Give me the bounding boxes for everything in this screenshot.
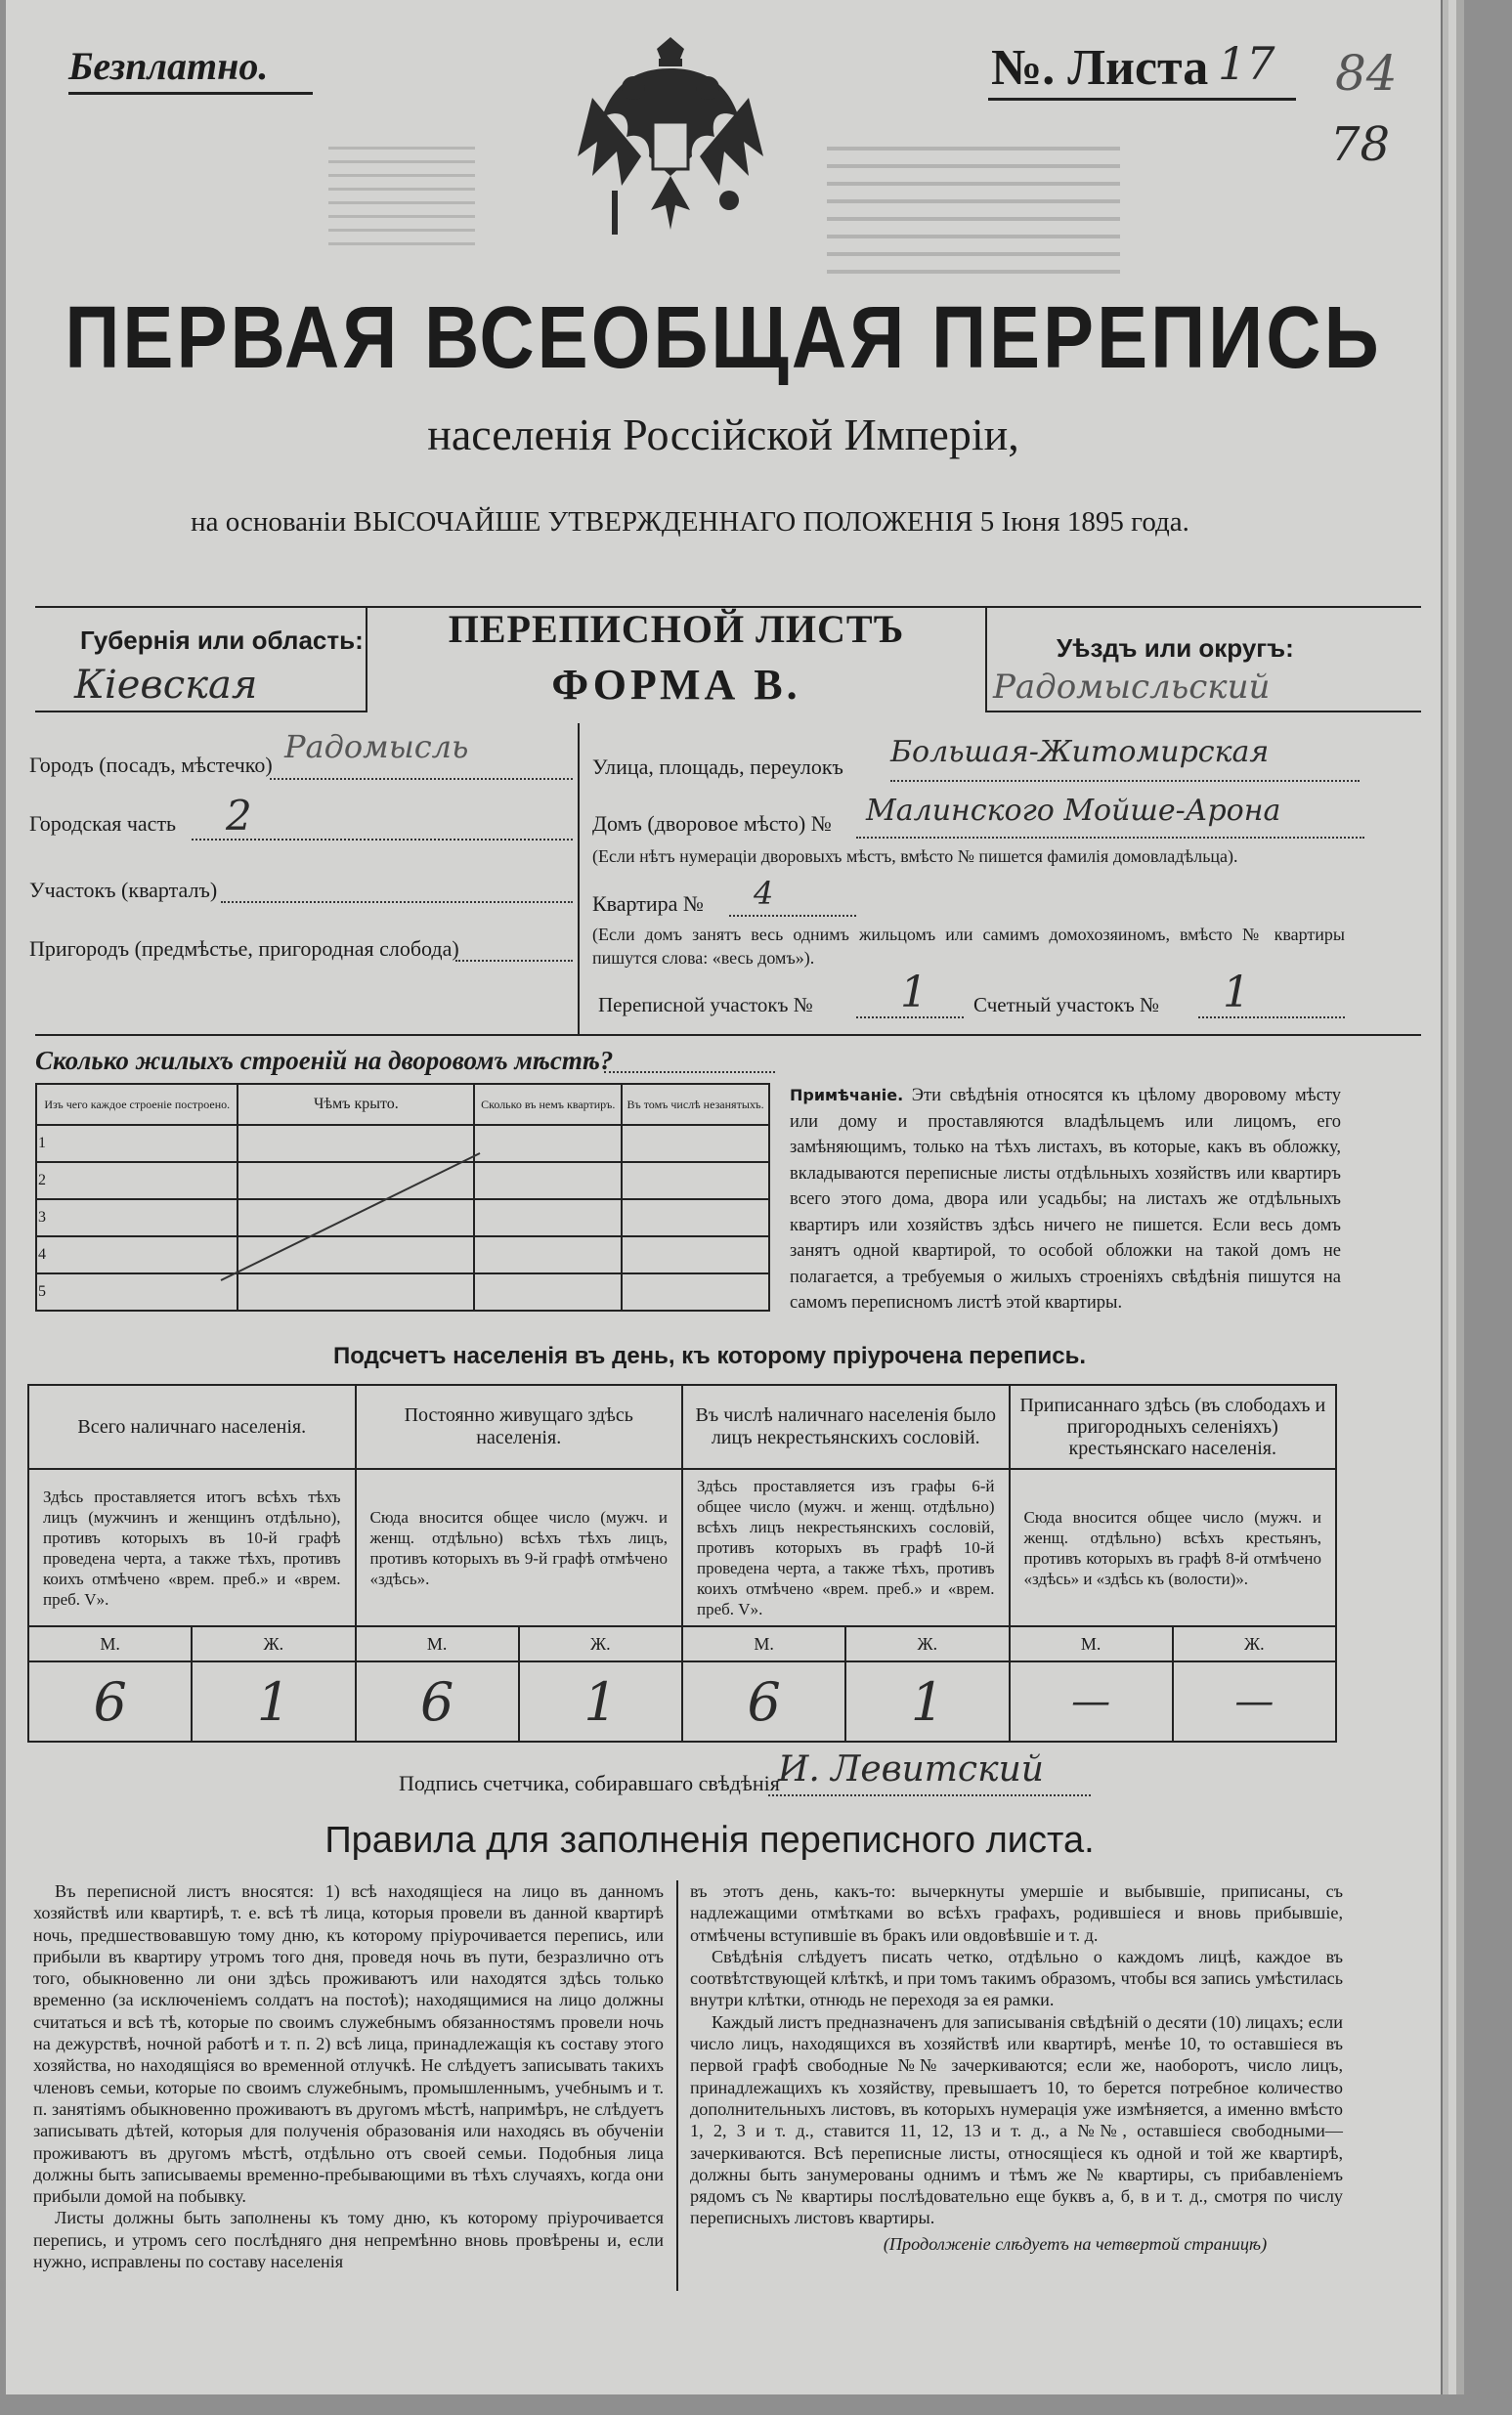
female-label: Ж. (1173, 1626, 1336, 1661)
tally-male-value: 6 (356, 1661, 519, 1742)
counting-section-label: Счетный участокъ № (973, 993, 1160, 1016)
female-label: Ж. (845, 1626, 1009, 1661)
census-section-value: 1 (900, 968, 928, 1017)
census-section-label: Переписной участокъ № (598, 993, 813, 1016)
apartment-note: (Если домъ занятъ весь однимъ жильцомъ или самимъ домохозяиномъ, вмѣсто № квартиры пишутся слова: «весь домъ»). (592, 925, 1345, 968)
tally-desc: Здѣсь проставляется изъ графы 6-й общее число (мужч. и женщ. отдѣльно) всѣхъ лицъ некрестьянскихъ сословій, противъ которыхъ въ графѣ 10-й проведена черта, а также тѣхъ, противъ коихъ отмѣчено «врем. преб.» и «врем. преб. V». (682, 1469, 1010, 1626)
cross-out-stroke (201, 1134, 495, 1290)
buildings-row: 3 (36, 1199, 238, 1236)
buildings-header: Сколько въ немъ квартиръ. (474, 1084, 622, 1125)
apartment-value: 4 (754, 875, 774, 912)
buildings-row: 1 (36, 1125, 238, 1162)
rules-title: Правила для заполненія переписного листа. (324, 1820, 1095, 1861)
suburb-label: Пригородъ (предмѣстье, пригородная слобода) (29, 936, 459, 961)
uezd-label: Уѣздъ или округъ: (1057, 633, 1294, 663)
rules-right-column (690, 1880, 1343, 2255)
sheet-number-extra-2: 78 (1330, 117, 1391, 172)
rules-paragraph: Каждый листъ предназначенъ для записыванія свѣдѣній о десяти (10) лицахъ; если число лицъ, находящихся въ хозяйствѣ или квартирѣ, менѣе 10, то оставшіеся въ первой графѣ свободные №№ зачеркиваются; если же, наоборотъ, число лицъ, принадлежащихъ къ хозяйству, превышаетъ 10, то берется потребное количество дополнительныхъ листовъ, въ которыхъ нумерація уже измѣняется, а именно вмѣсто 1, 2, 3 и т. д., ставится 11, 12, 13 и т. д., а №№, оставшіеся свободными—зачеркиваются. Всѣ переписные листы, относящіеся къ одной и той же квартирѣ, должны быть занумерованы однимъ и тѣмъ же № квартиры, съ прибавленіемъ рядомъ съ № квартиры послѣдовательно еще буквъ а, б, в и т. д., смотря по числу переписныхъ листовъ квартиры. (690, 2011, 1343, 2228)
form-title: ФОРМА В. (551, 661, 801, 709)
tally-female-value: 1 (845, 1661, 1009, 1742)
city-value: Радомысль (284, 728, 469, 765)
gubernia-label: Губернія или область: (80, 625, 364, 655)
note-lead: Примѣчаніе. (790, 1086, 904, 1104)
female-label: Ж. (192, 1626, 355, 1661)
buildings-row: 2 (36, 1162, 238, 1199)
sheet-number-extra: 84 (1335, 45, 1398, 102)
tally-female-value: 1 (519, 1661, 682, 1742)
city-label: Городъ (посадъ, мѣстечко) (29, 753, 273, 777)
tally-desc: Сюда вносится общее число (мужч. и женщ. отдѣльно) всѣхъ тѣхъ лицъ, противъ которыхъ въ 9-й графѣ отмѣчено «здѣсь». (356, 1469, 683, 1626)
sheet-title: ПЕРЕПИСНОЙ ЛИСТЪ (448, 607, 905, 651)
tally-head: Постоянно живущаго здѣсь населенія. (356, 1385, 683, 1469)
continued-note: (Продолженіе слѣдуетъ на четвертой страницѣ) (883, 2233, 1268, 2254)
tally-male-value: 6 (28, 1661, 192, 1742)
buildings-header: Въ томъ числѣ незанятыхъ. (622, 1084, 769, 1125)
tally-female-value: 1 (192, 1661, 355, 1742)
house-label: Домъ (дворовое мѣсто) № (592, 811, 832, 836)
signature-label: Подпись счетчика, собиравшаго свѣдѣнія (399, 1771, 780, 1795)
buildings-row: 5 (36, 1273, 238, 1311)
rules-paragraph: Въ переписной листъ вносятся: 1) всѣ находящіеся на лицо въ данномъ хозяйствѣ или квартирѣ, т. е. всѣ тѣ лица, которыя провели въ данной квартирѣ ночь, предшествовавшую тому дню, къ которому пріурочивается перепись, или прибыли въ квартиру утромъ того дня, проведя ночь въ пути, безразлично отъ того, обыкновенно ли они здѣсь проживаютъ или находятся здѣсь только временно (за исключеніемъ солдатъ на постоѣ); находящимися на лицо должны считаться и всѣ тѣ, которые по своимъ служебнымъ обязанностямъ провели ночь на дежурствѣ, ночной работѣ и т. п. 2) всѣ лица, принадлежащія къ составу этого хозяйства, но находящіяся во временной отлучкѣ. Не слѣдуетъ записывать такихъ членовъ семьи, которые по своимъ служебнымъ, промышленнымъ, учебнымъ и т. п. занятіямъ обыкновенно проживаютъ въ другомъ мѣстѣ, напримѣръ, не слѣдуетъ записывать дѣтей, которыя для полученія образованія или находясь въ обученіи проживаютъ въ другомъ мѣстѣ, отдѣльно отъ своей семьи. Подобныя лица должны быть записываемы временно-пребывающими въ тѣхъ случаяхъ, когда они прибыли домой на побывку. (33, 1881, 664, 2207)
census-sheet (6, 0, 1443, 2394)
male-label: М. (1010, 1626, 1173, 1661)
female-label: Ж. (519, 1626, 682, 1661)
tally-desc: Здѣсь проставляется итогъ всѣхъ тѣхъ лицъ (мужчинъ и женщинъ отдѣльно), противъ которыхъ въ 10-й графѣ проведена черта, а также тѣхъ, противъ коихъ отмѣчено «врем. преб.» и «врем. преб. V». (28, 1469, 356, 1626)
buildings-header: Чѣмъ крыто. (238, 1084, 474, 1125)
gubernia-value: Кіевская (74, 663, 258, 708)
section-label: Участокъ (кварталъ) (29, 878, 218, 902)
tally-head: Всего наличнаго населенія. (28, 1385, 356, 1469)
subtitle: населенія Россійской Имперіи, (427, 410, 1019, 459)
buildings-header: Изъ чего каждое строеніе построено. (36, 1084, 238, 1125)
street-value: Большая-Житомирская (890, 735, 1270, 769)
tally-desc: Сюда вносится общее число (мужч. и женщ. отдѣльно) всѣхъ крестьянъ, противъ которыхъ въ графѣ 8-й отмѣчено «здѣсь» и «здѣсь къ (волости)». (1010, 1469, 1337, 1626)
free-label: Безплатно. (68, 44, 269, 88)
buildings-row: 4 (36, 1236, 238, 1273)
district-label: Городская часть (29, 811, 177, 836)
house-note: (Если нѣтъ нумераціи дворовыхъ мѣстъ, вмѣсто № пишется фамилія домовладѣльца). (592, 846, 1238, 866)
apartment-label: Квартира № (592, 891, 704, 916)
buildings-question: Сколько жилыхъ строеній на дворовомъ мѣстѣ? (35, 1046, 614, 1075)
rules-paragraph: Свѣдѣнія слѣдуетъ писать четко, отдѣльно о каждомъ лицѣ, каждое въ соотвѣтствующей клѣткѣ, и при томъ такимъ образомъ, чтобы вся запись умѣстилась внутри клѣтки, отнюдь не переходя за ея рамки. (690, 1946, 1343, 2010)
tally-title: Подсчетъ населенія въ день, къ которому пріурочена перепись. (333, 1343, 1086, 1369)
tally-head: Приписаннаго здѣсь (въ слободахъ и пригородныхъ селеніяхъ) крестьянскаго населенія. (1010, 1385, 1337, 1469)
street-label: Улица, площадь, переулокъ (592, 755, 843, 779)
rules-paragraph: Листы должны быть заполнены къ тому дню, къ которому пріурочивается перепись, и утромъ сего послѣдняго дня непремѣнно вновь провѣрены и, если нужно, исправлены по составу населенія (33, 2208, 664, 2272)
uezd-value: Радомысльский (993, 668, 1271, 707)
male-label: М. (28, 1626, 192, 1661)
district-value: 2 (226, 792, 252, 840)
tally-head: Въ числѣ наличнаго населенія было лицъ некрестьянскихъ сословій. (682, 1385, 1010, 1469)
counting-section-value: 1 (1223, 968, 1250, 1017)
signature-value: И. Левитский (778, 1749, 1044, 1790)
sheet-number-value: 17 (1218, 37, 1275, 90)
rules-left-column (33, 1880, 664, 2272)
sheet-number-label: №. Листа (991, 40, 1209, 96)
main-title: ПЕРВАЯ ВСЕОБЩАЯ ПЕРЕПИСЬ (65, 287, 1382, 387)
tally-male-value: 6 (682, 1661, 845, 1742)
tally-male-value: — (1010, 1661, 1173, 1742)
house-value: Малинского Мойше-Арона (866, 794, 1281, 828)
note-block (790, 1083, 1341, 1316)
male-label: М. (356, 1626, 519, 1661)
rules-paragraph: въ этотъ день, какъ-то: вычеркнуты умершіе и выбывшіе, приписаны, съ надлежащими отмѣтками во всѣхъ графахъ, родившіеся и вновь прибывшіе, отмѣчены вступившіе въ бракъ или овдовѣвшіе и т. д. (690, 1881, 1343, 1945)
note-text: Эти свѣдѣнія относятся къ цѣлому дворовому мѣсту или дому и проставляются владѣльцемъ или лицомъ, его замѣняющимъ, только на тѣхъ листахъ, въ которые, какъ въ обложку, вкладываются переписные листы отдѣльныхъ хозяйствъ или квартиръ всего этого дома, двора или усадьбы; на листахъ же отдѣльныхъ квартиръ или хозяйствъ здѣсь ничего не пишется. Если весь домъ занятъ одной квартирой, то особой обложки на такой домъ не полагается, а требуемыя о жилыхъ строеніяхъ свѣдѣнія пишутся на самомъ переписномъ листѣ этой квартиры. (790, 1086, 1342, 1313)
double-headed-eagle-icon (573, 29, 768, 249)
basis-line: на основаніи ВЫСОЧАЙШЕ УТВЕРЖДЕННАГО ПОЛОЖЕНІЯ 5 Іюня 1895 года. (191, 506, 1189, 538)
male-label: М. (682, 1626, 845, 1661)
tally-table (27, 1384, 1337, 1743)
tally-female-value: — (1173, 1661, 1336, 1742)
